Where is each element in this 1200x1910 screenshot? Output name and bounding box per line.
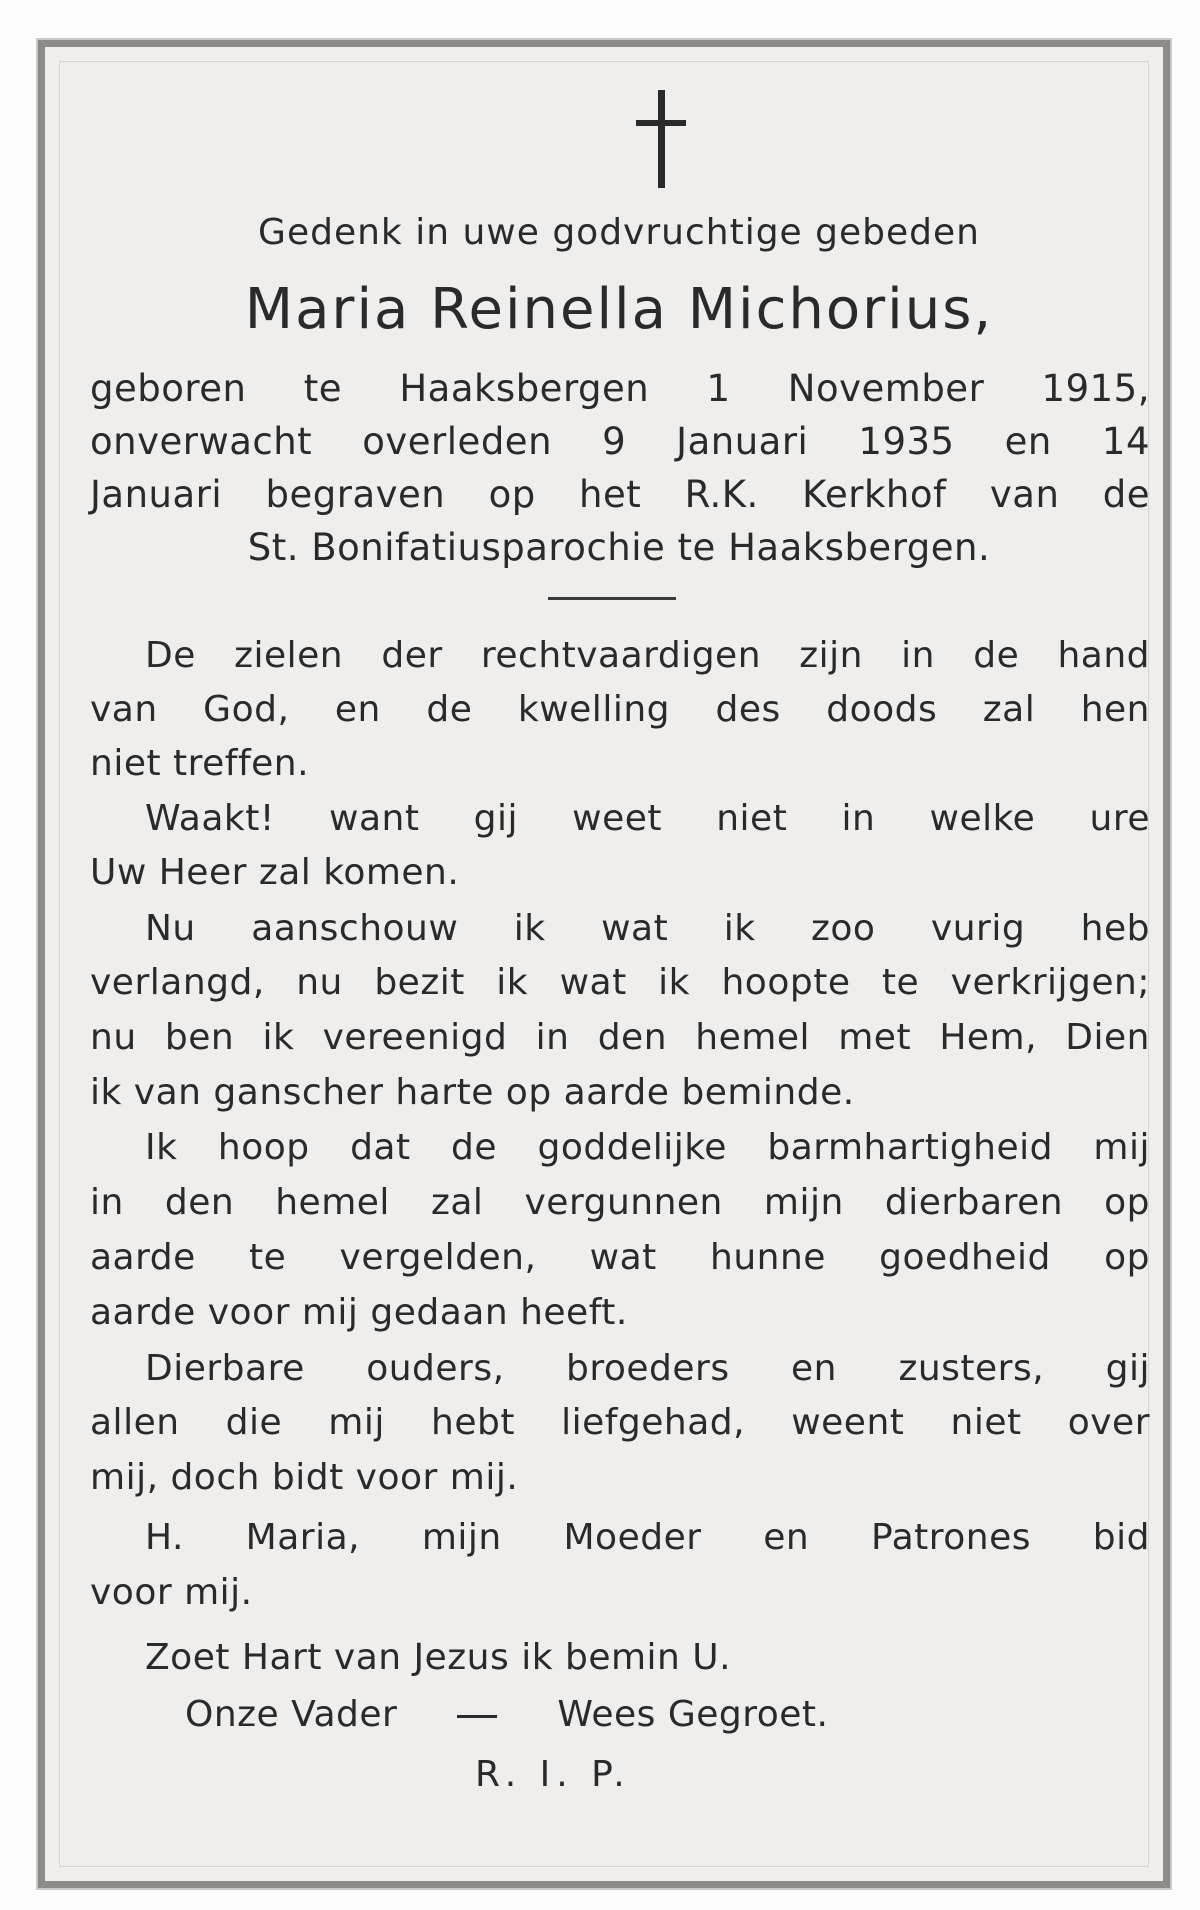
verse-line: niet treffen.: [90, 743, 310, 784]
intro-line: Gedenk in uwe godvruchtige gebeden: [258, 212, 980, 253]
verse-line: mij, doch bidt voor mij.: [90, 1457, 519, 1498]
verse-line: Ik hoop dat de goddelijke barmhartigheid mij: [145, 1127, 1150, 1168]
prayer-right: Wees Gegroet.: [557, 1694, 829, 1735]
prayer-left: Onze Vader: [185, 1694, 398, 1735]
verse-line: Nu aanschouw ik wat ik zoo vurig heb: [145, 908, 1150, 949]
dash: [457, 1715, 497, 1718]
verse-line: in den hemel zal vergunnen mijn dierbaren op: [90, 1182, 1150, 1223]
verse-line: voor mij.: [90, 1572, 253, 1613]
verse-line: aarde voor mij gedaan heeft.: [90, 1292, 628, 1333]
verse-line: nu ben ik vereenigd in den hemel met Hem, Dien: [90, 1017, 1150, 1058]
cross-icon: [630, 90, 690, 200]
verse-line: aarde te vergelden, wat hunne goedheid op: [90, 1237, 1150, 1278]
prayer-line: [185, 1694, 828, 1735]
card-inner-border: [59, 61, 1149, 1867]
verse-line: Dierbare ouders, broeders en zusters, gij: [145, 1348, 1150, 1389]
bio-line: onverwacht overleden 9 Januari 1935 en 14: [90, 420, 1150, 463]
deceased-name: Maria Reinella Michorius,: [244, 277, 994, 342]
verse-line: De zielen der rechtvaardigen zijn in de hand: [145, 635, 1150, 676]
verse-line: Uw Heer zal komen.: [90, 852, 460, 893]
verse-line: ik van ganscher harte op aarde beminde.: [90, 1072, 855, 1113]
bio-line: Januari begraven op het R.K. Kerkhof van de: [90, 473, 1150, 516]
verse-line: Waakt! want gij weet niet in welke ure: [145, 798, 1150, 839]
divider: [548, 597, 676, 600]
verse-line: H. Maria, mijn Moeder en Patrones bid: [145, 1517, 1150, 1558]
verse-line: verlangd, nu bezit ik wat ik hoopte te verkrijgen;: [90, 962, 1150, 1003]
bio-line: geboren te Haaksbergen 1 November 1915,: [90, 367, 1150, 410]
verse-line: van God, en de kwelling des doods zal hen: [90, 689, 1150, 730]
memorial-card: [38, 40, 1170, 1888]
verse-line: allen die mij hebt liefgehad, weent niet over: [90, 1402, 1150, 1443]
heart-line: Zoet Hart van Jezus ik bemin U.: [145, 1637, 732, 1678]
rip-line: R. I. P.: [475, 1754, 631, 1795]
bio-line: St. Bonifatiusparochie te Haaksbergen.: [247, 526, 991, 569]
